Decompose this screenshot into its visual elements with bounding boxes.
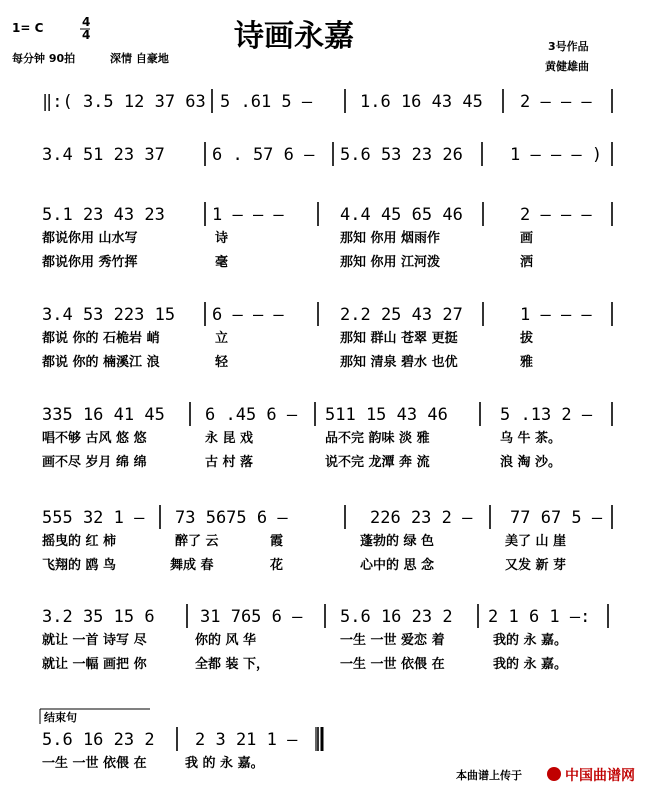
- lyric-text: 永 昆 戏: [205, 431, 254, 446]
- measure-notes: 6 . 57 6 –: [212, 145, 315, 165]
- score-row: [42, 604, 608, 672]
- measure-notes: 335 16 41 45: [42, 405, 165, 425]
- lyric-text: 美了 山 崖: [505, 534, 567, 549]
- measure-notes: 5.1 23 43 23: [42, 205, 165, 225]
- site-logo: [547, 767, 635, 784]
- composer-credit: 黄健雄曲: [545, 60, 589, 73]
- lyric-text: 浪 淘 沙。: [500, 455, 562, 470]
- song-title: 诗画永嘉: [234, 19, 354, 54]
- lyric-text: 就让 一首 诗写 尽: [42, 633, 147, 648]
- lyric-text: 雅: [520, 355, 534, 370]
- lyric-text: 蓬勃的 绿 色: [360, 534, 435, 549]
- lyric-text: 飞翔的 鸥 鸟: [42, 558, 117, 573]
- lyric-text: 那知 你用 江河泼: [340, 255, 441, 270]
- lyric-text: 画不尽 岁月 绵 绵: [42, 455, 147, 470]
- lyric-text: 说不完 龙潭 奔 流: [325, 455, 430, 470]
- score-row: [41, 202, 612, 270]
- lyric-text: 古 村 落: [205, 455, 254, 470]
- measure-notes: 1 – – –: [520, 305, 592, 325]
- lyric-text: 诗: [215, 231, 229, 246]
- score-rows: [41, 89, 612, 771]
- lyric-text: 舞成 春: [170, 558, 214, 573]
- lyric-text: 花: [270, 558, 284, 573]
- measure-notes: 1 – – –: [212, 205, 284, 225]
- lyricist-credit: 3号作品: [548, 40, 589, 53]
- lyric-text: 一生 一世 依偎 在: [42, 756, 147, 771]
- measure-notes: 2.2 25 43 27: [340, 305, 463, 325]
- lyric-text: 都说 你的 楠溪江 浪: [42, 355, 160, 370]
- upload-notice: 本曲谱上传于: [456, 769, 522, 782]
- lyric-text: 毫: [215, 255, 229, 270]
- lyric-text: 全都 装 下，: [195, 657, 270, 672]
- score-row: [42, 505, 612, 573]
- measure-notes: 5.6 16 23 2: [42, 730, 155, 750]
- lyric-text: 那知 清泉 碧水 也优: [340, 355, 458, 370]
- score-row: [42, 142, 612, 166]
- lyric-text: 都说 你的 石桅岩 峭: [42, 331, 160, 346]
- lyric-text: 我的 永 嘉。: [493, 657, 568, 672]
- lyric-text: 都说你用 山水写: [42, 231, 138, 246]
- measure-notes: 226 23 2 –: [370, 508, 473, 528]
- site-name: 中国曲谱网: [565, 768, 635, 784]
- measure-notes: 5 .61 5 –: [220, 92, 313, 112]
- lyric-text: 一生 一世 依偎 在: [340, 657, 445, 672]
- lyric-text: 心中的 思 念: [360, 558, 435, 573]
- measure-notes: 2 1 6 1 –:: [488, 607, 591, 627]
- lyric-text: 那知 你用 烟雨作: [340, 231, 441, 246]
- measure-notes: 5.6 16 23 2: [340, 607, 453, 627]
- lyric-text: 立: [215, 331, 229, 346]
- tempo-marking: 每分钟 90拍: [12, 52, 76, 65]
- measure-notes: 511 15 43 46: [325, 405, 448, 425]
- measure-notes: ‖:( 3.5 12 37 63: [42, 92, 206, 112]
- measure-notes: 6 – – –: [212, 305, 284, 325]
- lyric-text: 霞: [270, 534, 284, 549]
- lyric-text: 你的 风 华: [195, 633, 257, 648]
- measure-notes: 31 765 6 –: [200, 607, 303, 627]
- lyric-text: 醉了 云: [175, 534, 219, 549]
- score-row: [41, 302, 612, 370]
- expression-marking: 深情 自豪地: [110, 52, 169, 65]
- lyric-text: 就让 一幅 画把 你: [42, 657, 147, 672]
- logo-icon: [547, 767, 561, 781]
- lyric-text: 唱不够 古风 悠 悠: [42, 431, 147, 446]
- measure-notes: 77 67 5 –: [510, 508, 603, 528]
- lyric-text: 我的 永 嘉。: [493, 633, 568, 648]
- lyric-text: 都说你用 秀竹挥: [42, 255, 138, 270]
- measure-notes: 3.4 53 223 15: [42, 305, 176, 325]
- lyric-text: 我 的 永 嘉。: [185, 756, 264, 771]
- lyric-text: 摇曳的 红 柿: [42, 534, 117, 549]
- measure-notes: 6 .45 6 –: [205, 405, 298, 425]
- score-row: [42, 402, 612, 470]
- ending-label: 结束句: [44, 711, 77, 724]
- score-row: [42, 89, 612, 113]
- lyric-text: 那知 群山 苍翠 更挺: [340, 331, 458, 346]
- key-signature: 1= C: [12, 21, 44, 35]
- measure-notes: 1 – – – ): [510, 145, 603, 165]
- lyric-text: 又发 新 芽: [505, 558, 567, 573]
- measure-notes: 1.6 16 43 45: [360, 92, 483, 112]
- lyric-text: 一生 一世 爱恋 着: [340, 633, 445, 648]
- measure-notes: 2 – – –: [520, 92, 592, 112]
- measure-notes: 5 .13 2 –: [500, 405, 593, 425]
- lyric-text: 拔: [520, 331, 534, 346]
- time-signature-top: 4: [82, 15, 91, 29]
- measure-notes: 2 3 21 1 –: [195, 730, 298, 750]
- lyric-text: 画: [520, 231, 534, 246]
- measure-notes: 5.6 53 23 26: [340, 145, 463, 165]
- measure-notes: 4.4 45 65 46: [340, 205, 463, 225]
- measure-notes: 3.4 51 23 37: [42, 145, 165, 165]
- measure-notes: 3.2 35 15 6: [42, 607, 155, 627]
- lyric-text: 洒: [520, 255, 534, 270]
- time-signature-bottom: 4: [82, 28, 91, 42]
- score-row: [42, 727, 318, 771]
- lyric-text: 乌 牛 茶。: [500, 431, 562, 446]
- lyric-text: 品不完 韵味 淡 雅: [325, 431, 430, 446]
- measure-notes: 2 – – –: [520, 205, 592, 225]
- measure-notes: 73 5675 6 –: [175, 508, 288, 528]
- measure-notes: 555 32 1 –: [42, 508, 145, 528]
- lyric-text: 轻: [215, 355, 229, 370]
